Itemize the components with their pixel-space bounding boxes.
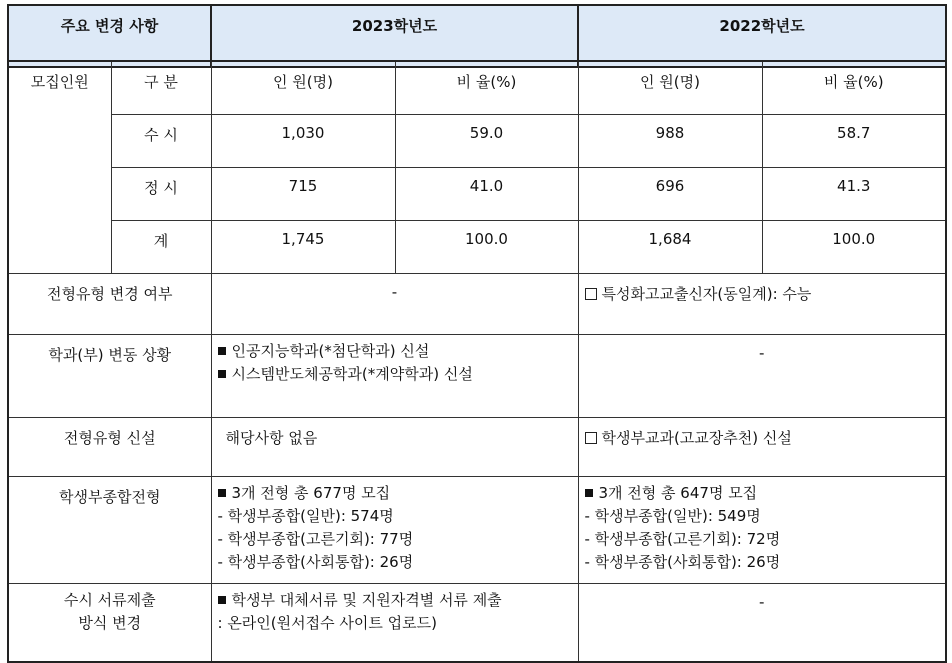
recruit-category-header: 구 분	[111, 61, 211, 115]
docs-2022: -	[578, 584, 946, 662]
list-item	[218, 482, 578, 505]
docs-label-line1: 수시 서류제출	[63, 591, 156, 609]
bullet-square-icon	[218, 370, 226, 378]
header-table	[7, 4, 947, 68]
list-item	[218, 363, 578, 386]
type-new-2022	[578, 418, 946, 477]
list-item: - 학생부종합(고른기회): 77명	[217, 530, 414, 548]
dept-change-2023	[211, 335, 578, 418]
table-row	[8, 335, 946, 418]
recruit-header-row	[8, 61, 946, 115]
type-new-2023: 해당사항 없음	[211, 418, 578, 477]
docs-2023-line1: 학생부 대체서류 및 지원자격별 서류 제출	[231, 591, 502, 609]
comprehensive-2022	[578, 477, 946, 584]
docs-2023	[211, 584, 578, 662]
bullet-square-icon	[218, 596, 226, 604]
list-item	[218, 589, 578, 612]
comprehensive-label: 학생부종합전형	[8, 477, 211, 584]
recruit-count-2023: 1,745	[211, 221, 395, 274]
bullet-square-icon	[218, 347, 226, 355]
recruit-ratio-2022: 58.7	[762, 115, 946, 168]
header-row	[8, 5, 946, 67]
type-change-2022	[578, 274, 946, 335]
type-new-label: 전형유형 신설	[8, 418, 211, 477]
type-change-label: 전형유형 변경 여부	[8, 274, 211, 335]
recruit-count-2022: 696	[578, 168, 762, 221]
recruit-ratio-2023: 41.0	[395, 168, 578, 221]
recruit-ratio-header-2022: 비 율(%)	[762, 61, 946, 115]
recruit-count-2023: 1,030	[211, 115, 395, 168]
table-row	[8, 115, 946, 168]
recruit-count-header-2023: 인 원(명)	[211, 61, 395, 115]
list-item: - 학생부종합(일반): 574명	[217, 507, 394, 525]
table-row	[8, 477, 946, 584]
type-change-2023: -	[211, 274, 578, 335]
type-new-2022-text: 학생부교과(고교장추천) 신설	[601, 429, 792, 447]
dept-change-item-text: 인공지능학과(*첨단학과) 신설	[231, 342, 430, 360]
type-change-2022-text: 특성화고교출신자(동일계): 수능	[601, 285, 812, 303]
table-row	[8, 168, 946, 221]
recruit-ratio-header-2023: 비 율(%)	[395, 61, 578, 115]
dept-change-label: 학과(부) 변동 상황	[8, 335, 211, 418]
recruit-count-2022: 1,684	[578, 221, 762, 274]
recruit-ratio-2022: 100.0	[762, 221, 946, 274]
recruit-category: 계	[111, 221, 211, 274]
comprehensive-2023-head: 3개 전형 총 677명 모집	[231, 484, 391, 502]
checkbox-icon	[585, 432, 597, 444]
table-row	[8, 584, 946, 662]
header-2023: 2023학년도	[211, 5, 578, 67]
recruit-ratio-2022: 41.3	[762, 168, 946, 221]
list-item: - 학생부종합(사회통합): 26명	[584, 553, 781, 571]
list-item: - 학생부종합(일반): 549명	[584, 507, 761, 525]
docs-label-line2: 방식 변경	[78, 614, 142, 632]
header-2022: 2022학년도	[578, 5, 946, 67]
list-item	[218, 340, 578, 363]
details-table	[7, 60, 947, 663]
header-key-changes: 주요 변경 사항	[8, 5, 211, 67]
bullet-square-icon	[585, 489, 593, 497]
list-item	[585, 482, 946, 505]
list-item: - 학생부종합(사회통합): 26명	[217, 553, 414, 571]
recruit-count-2023: 715	[211, 168, 395, 221]
dept-change-2022: -	[578, 335, 946, 418]
comprehensive-2022-head: 3개 전형 총 647명 모집	[598, 484, 758, 502]
table-row	[8, 221, 946, 274]
recruit-category: 정 시	[111, 168, 211, 221]
dept-change-item-text: 시스템반도체공학과(*계약학과) 신설	[231, 365, 473, 383]
table-row	[8, 274, 946, 335]
recruit-count-header-2022: 인 원(명)	[578, 61, 762, 115]
recruit-category: 수 시	[111, 115, 211, 168]
recruit-ratio-2023: 100.0	[395, 221, 578, 274]
recruit-count-2022: 988	[578, 115, 762, 168]
checkbox-icon	[585, 288, 597, 300]
list-item: - 학생부종합(고른기회): 72명	[584, 530, 781, 548]
comprehensive-2023	[211, 477, 578, 584]
docs-label	[8, 584, 211, 662]
bullet-square-icon	[218, 489, 226, 497]
table-row	[8, 418, 946, 477]
recruit-label: 모집인원	[8, 61, 111, 274]
docs-2023-line2: : 온라인(원서접수 사이트 업로드)	[217, 614, 437, 632]
recruit-ratio-2023: 59.0	[395, 115, 578, 168]
